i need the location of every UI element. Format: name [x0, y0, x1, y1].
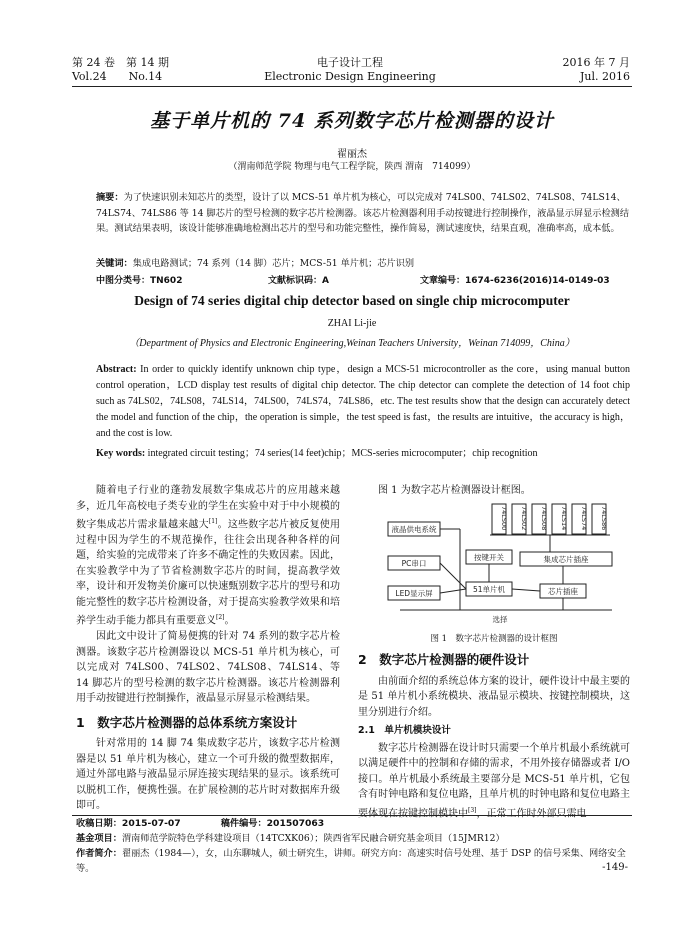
- header-rule: [72, 86, 632, 87]
- lcd-label: LED显示屏: [395, 589, 433, 598]
- header-journal-cn: 电子设计工程: [317, 56, 383, 69]
- footnote-dates: 收稿日期：2015-07-07 稿件编号：201507063: [76, 818, 325, 829]
- affiliation-en: （Department of Physics and Electronic Engineering,Weinan Teachers University，Weinan 714099，China）: [129, 338, 575, 349]
- abstract-cn: [96, 190, 630, 237]
- header-journal-en: Electronic Design Engineering: [264, 70, 436, 83]
- header-volume: [72, 56, 169, 84]
- header-journal: [250, 56, 450, 84]
- key-switch-label: 按键开关: [474, 553, 504, 562]
- block-diagram: [380, 500, 620, 630]
- section-2-1-heading: 2.1 单片机模块设计: [358, 725, 451, 736]
- figure-intro: 图 1 为数字芯片检测器设计框图。: [378, 485, 531, 496]
- footnote-fund: 基金项目：渭南师范学院特色学科建设项目（14TCXK06）；陕西省军民融合研究基金项目（15JMR12）: [76, 833, 505, 844]
- page-number: -149-: [602, 862, 628, 873]
- keywords-cn-text: 集成电路测试；74 系列（14 脚）芯片；MCS-51 单片机；芯片识别: [132, 258, 415, 269]
- pc-connector: [440, 563, 466, 589]
- mcu-label: 51单片机: [472, 585, 506, 594]
- abstract-en-label: Abstract:: [96, 364, 137, 375]
- paper-title: 基于单片机的 74 系列数字芯片检测器的设计: [150, 110, 554, 132]
- chip-socket-group: [492, 504, 608, 534]
- ground-label: 选择: [492, 615, 508, 624]
- chip-label-74LS02: 74LS02: [520, 506, 528, 531]
- mcu-interface-connector: [512, 589, 540, 591]
- author-en: ZHAI Li-jie: [327, 318, 377, 329]
- author-cn: 翟丽杰: [337, 149, 367, 160]
- keywords-en-text: integrated circuit testing；74 series(14 feet)chip；MCS-series microcomputer；chip recognition: [145, 448, 538, 459]
- keywords-cn: [96, 255, 630, 269]
- abstract-en: [96, 362, 630, 442]
- keywords-en-label: Key words:: [96, 448, 146, 459]
- header-volume-cn: 第 24 卷 第 14 期: [72, 56, 169, 69]
- figure-caption: 图 1 数字芯片检测器的设计框图: [430, 634, 558, 644]
- abstract-en-text: In order to quickly identify unknown chip type，design a MCS-51 microcontroller as the core，using manual button control operation，LCD display test results of digital chip detector. The chip detector can complete the detection of 14 foot chip such as 74LS02，74LS08，74LS14，74LS00，74LS74，74LS86，etc. The test results show that the design can accurately detect the model and function of the chip，the operation is simple，the test speed is fast，the results are intuitive，the accuracy is high，and the cost is low.: [96, 364, 630, 439]
- section-2-heading: 2 数字芯片检测器的硬件设计: [358, 652, 530, 667]
- footnote-bio: 作者简介：翟丽杰（1984—），女，山东聊城人，硕士研究生，讲师。研究方向：高速实时信号处理、基于 DSP 的信号采集、网络安全等。: [76, 848, 626, 874]
- lcd-connector: [440, 589, 466, 593]
- section-2-paragraph: 由前面介绍的系统总体方案的设计，硬件设计中最主要的是 51 单片机小系统模块、液晶显示模块、按键控制模块，这里分别进行介绍。: [358, 675, 630, 718]
- keywords-en: [96, 444, 630, 459]
- clc-number: 中图分类号：TN602: [96, 276, 183, 286]
- paper-title-en: Design of 74 series digital chip detector based on single chip microcomputer: [134, 293, 570, 308]
- header-date: [563, 56, 630, 84]
- article-number: 文章编号：1674-6236(2016)14-0149-03: [420, 276, 610, 286]
- chip-label-74LS00: 74LS00: [500, 506, 508, 531]
- document-code: 文献标识码：A: [268, 276, 329, 286]
- intro-paragraph: 随着电子行业的蓬勃发展数字集成芯片的应用越来越多，近几年高校电子类专业的学生在实验中对于中小规模的数字集成芯片需求量越来越大[1]。这些数字芯片被反复使用过程中因为学生的不规范操作，往往会出现各种各样的问题，给实验的完成带来了许多不确定性的失败因素。因此，在实验教学中为了节省检测数字芯片的时间，提高教学效率，设计和开发物美价廉可以快速甄别数字芯片的型号和功能完整性的数字芯片检测设备，对于提高实验教学效果和培养学生动手能力都具有重要意义[2]。: [76, 485, 341, 627]
- chip-label-74LS74: 74LS74: [580, 506, 588, 531]
- chip-label-74LS14: 74LS14: [560, 506, 568, 531]
- abstract-cn-text: 为了快速识别未知芯片的类型，设计了以 MCS-51 单片机为核心，可以完成对 74LS00、74LS02、74LS08、74LS14、74LS74、74LS86 等 14 脚芯片的型号检测的数字芯片检测器。该芯片检测器利用手动按键进行控制操作，液晶显示屏显示检测结果。测试结果表明，该设计能够准确地检测出芯片的型号和功能完整性，操作简易，测试速度快，结果直观，准确率高，成本低。: [96, 192, 630, 234]
- footnote: [76, 816, 632, 876]
- chip-label-74LS86: 74LS86: [600, 506, 608, 531]
- header-volume-en: Vol.24 No.14: [72, 70, 163, 83]
- keywords-cn-label: 关键词：: [96, 258, 133, 269]
- section-1-heading: 1 数字芯片检测器的总体系统方案设计: [76, 714, 298, 730]
- affiliation-cn: （渭南师范学院 物理与电气工程学院，陕西 渭南 714099）: [228, 162, 476, 172]
- header-date-cn: 2016 年 7 月: [562, 56, 630, 69]
- header-date-en: Jul. 2016: [580, 70, 630, 83]
- pc-serial-label: PC串口: [401, 559, 427, 568]
- power-label: 液晶供电系统: [391, 525, 437, 534]
- section-1-paragraph: 针对常用的 14 脚 74 集成数字芯片，该数字芯片检测器是以 51 单片机为核心，建立一个可升级的微型数据库，通过外部电路与液晶显示屏连接实现结果的显示。该系统可以脱机工作，便携性强。在扩展检测的芯片时对数据库升级即可。: [76, 738, 340, 812]
- left-column: [76, 483, 340, 814]
- scope-paragraph: 因此文中设计了简易便携的针对 74 系列的数字芯片检测器。该数字芯片检测器设以 MCS-51 单片机为核心，可以完成对 74LS00、74LS02、74LS08、74LS14、等 14 脚芯片的型号检测的数字芯片检测器。该芯片检测器利用手动按键进行控制操作，液晶显示屏显示检测结果。: [76, 631, 340, 705]
- ic-socket-label: 集成芯片插座: [543, 555, 589, 564]
- interface-label: 芯片插座: [548, 587, 578, 596]
- right-column: [358, 652, 630, 821]
- section-2-1-paragraph: 数字芯片检测器在设计时只需要一个单片机最小系统就可以满足硬件中的控制和存储的需求，不用外接存储器或者 I/O 接口。单片机最小系统最主要部分是 MCS-51 单片机，它包含有时钟电路和复位电路，且单片机的时钟电路和复位电路主要体现在按键控制模块中[3]，正常工作时外部只需电: [358, 742, 630, 819]
- abstract-cn-label: 摘要：: [96, 192, 124, 203]
- chip-label-74LS08: 74LS08: [540, 506, 548, 531]
